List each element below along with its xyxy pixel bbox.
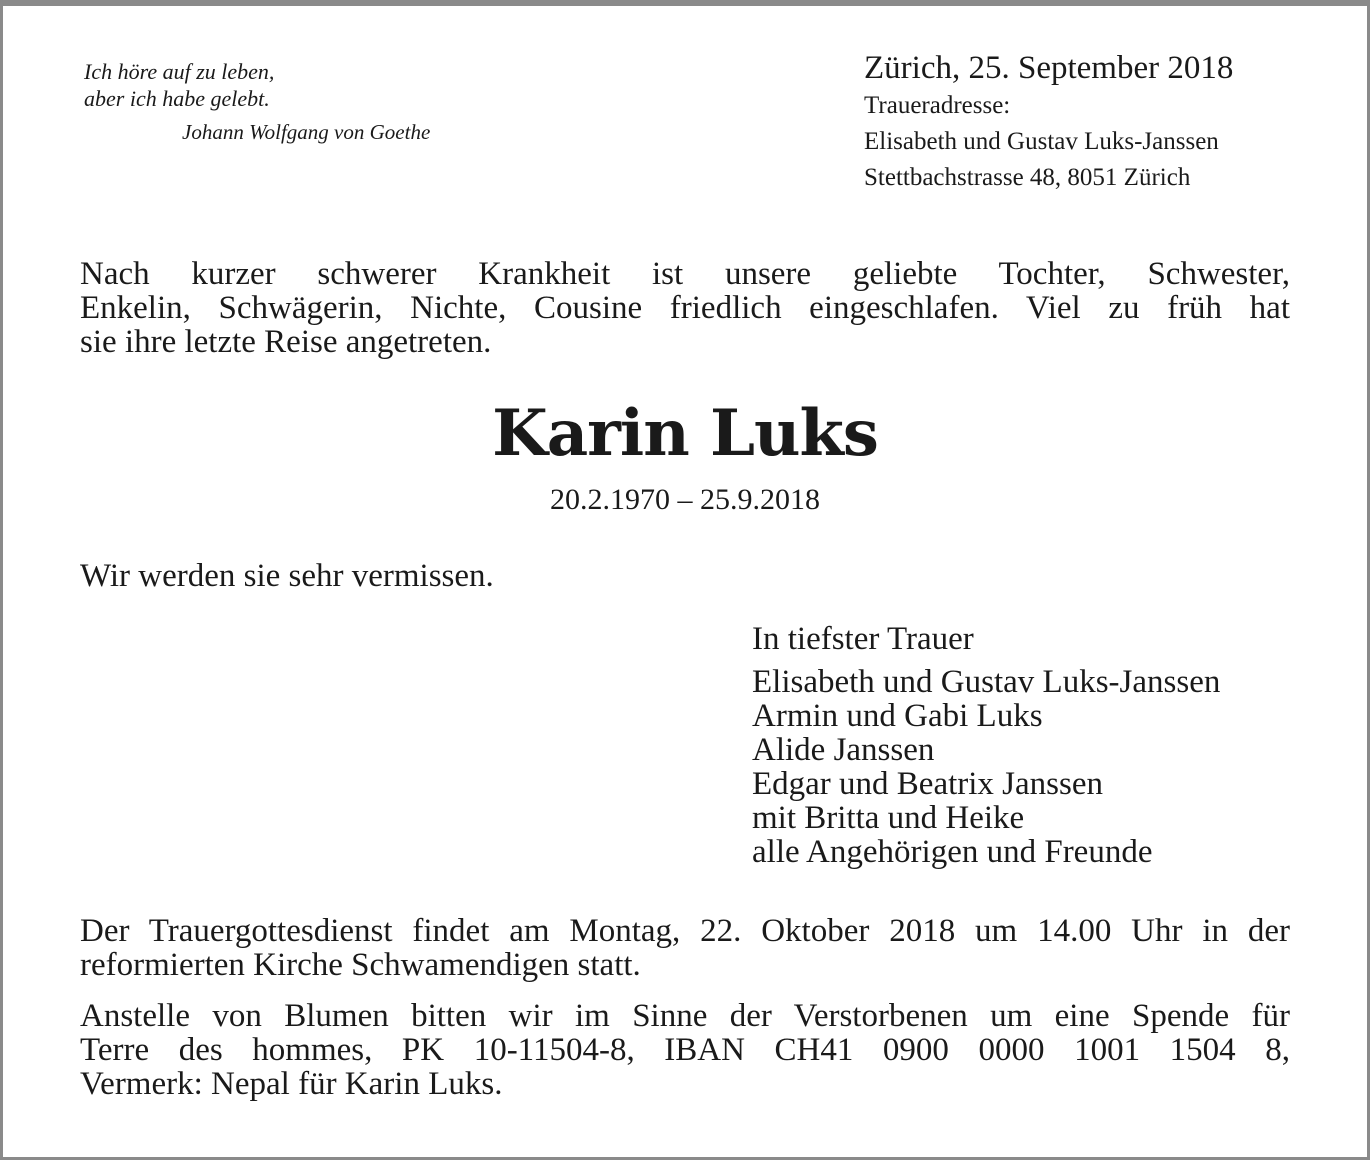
deceased-name: Karin Luks [492,396,878,471]
mourner-name: mit Britta und Heike [752,800,1025,836]
intro-paragraph [80,257,1290,359]
closing-line: Wir werden sie sehr vermissen. [80,558,494,594]
address-street: Stettbachstrasse 48, 8051 Zürich [864,164,1191,191]
address-name: Elisabeth und Gustav Luks-Janssen [864,128,1219,155]
mourner-name: alle Angehörigen und Freunde [752,834,1153,870]
mourner-name: Edgar und Beatrix Janssen [752,766,1103,802]
mourners-heading: In tiefster Trauer [752,621,974,657]
mourner-name: Alide Janssen [752,732,935,768]
donation-line: Terre des hommes, PK 10-11504-8, IBAN CH41 0900 0000 1001 1504 8, [80,1032,1290,1068]
service-line: reformierten Kirche Schwamendigen statt. [80,947,641,983]
intro-line: Nach kurzer schwerer Krankheit ist unsere geliebte Tochter, Schwester, [80,256,1290,292]
service-paragraph [80,914,1290,982]
service-line: Der Trauergottesdienst findet am Montag, 22. Oktober 2018 um 14.00 Uhr in der [80,913,1290,949]
header-address-block [864,48,1304,196]
donation-line: Anstelle von Blumen bitten wir im Sinne der Verstorbenen um eine Spende für [80,998,1290,1034]
quote-author: Johann Wolfgang von Goethe [182,120,431,144]
address-label: Traueradresse: [864,92,1011,119]
mourner-name: Elisabeth und Gustav Luks-Janssen [752,664,1221,700]
intro-line: sie ihre letzte Reise angetreten. [80,324,492,360]
mourner-name: Armin und Gabi Luks [752,698,1043,734]
donation-line: Vermerk: Nepal für Karin Luks. [80,1066,503,1102]
donation-paragraph [80,999,1290,1101]
quote-line: aber ich habe gelebt. [84,86,270,111]
intro-line: Enkelin, Schwägerin, Nichte, Cousine friedlich eingeschlafen. Viel zu früh hat [80,290,1290,326]
quote-line: Ich höre auf zu leben, [84,59,275,84]
mourners-block [752,622,1312,869]
goethe-quote [84,58,430,146]
life-dates: 20.2.1970 – 25.9.2018 [550,483,820,516]
place-date: Zürich, 25. September 2018 [864,50,1234,86]
